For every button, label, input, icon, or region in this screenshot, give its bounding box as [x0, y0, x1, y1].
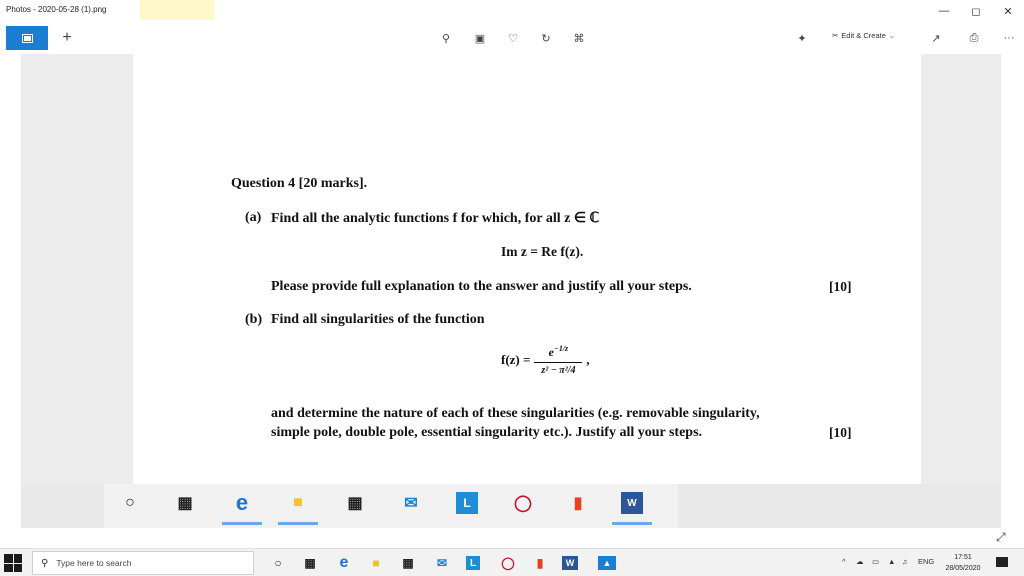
- windows-start-button[interactable]: [4, 554, 22, 572]
- edge-icon: e: [235, 490, 249, 515]
- part-b-line2: simple pole, double pole, essential singularity etc.). Justify all your steps.: [271, 425, 703, 440]
- file-explorer-icon: ■: [293, 494, 303, 511]
- zoom-icon[interactable]: ⚲: [441, 32, 451, 45]
- taskbar-search-box[interactable]: [32, 551, 254, 575]
- function-numerator: $e^{-1/z}$: [548, 344, 569, 359]
- search-placeholder: Type here to search: [56, 558, 132, 568]
- office-icon: ▮: [573, 495, 583, 512]
- favorite-icon[interactable]: ♡: [508, 32, 518, 45]
- window-title: Photos - 2020-05-28 (1).png: [6, 5, 107, 14]
- photo-icon: [23, 35, 32, 42]
- language-indicator[interactable]: ENG: [918, 557, 935, 566]
- tray-overflow-icon[interactable]: ^: [842, 557, 846, 566]
- office-icon[interactable]: ▮: [536, 556, 544, 570]
- mail-icon: ✉: [404, 495, 418, 512]
- word-active-indicator: [612, 522, 652, 525]
- more-icon[interactable]: ···: [1003, 32, 1015, 44]
- minimize-icon[interactable]: —: [938, 5, 950, 17]
- learn-app-icon[interactable]: L: [466, 556, 480, 570]
- task-view-icon: ▦: [177, 495, 193, 512]
- onedrive-icon[interactable]: ☁: [856, 557, 864, 566]
- cortana-icon: ○: [125, 494, 135, 511]
- os-taskbar: [0, 548, 1024, 576]
- delete-icon[interactable]: ▣: [474, 32, 486, 45]
- clock-time: 17:51: [954, 554, 972, 561]
- close-icon[interactable]: ✕: [1003, 5, 1013, 18]
- part-b-line1: and determine the nature of each of these singularities (e.g. removable singularity,: [271, 406, 760, 421]
- task-view-icon[interactable]: ▦: [304, 556, 316, 570]
- search-icon: ⚲: [41, 557, 49, 569]
- edge-icon[interactable]: e: [339, 554, 349, 571]
- edit-create-button[interactable]: [832, 31, 895, 40]
- store-icon[interactable]: ▦: [402, 556, 414, 570]
- word-icon[interactable]: W: [562, 556, 578, 570]
- function-lhs: f(z) =: [501, 352, 531, 367]
- part-a-equation: Im z = Re f(z).: [501, 244, 584, 259]
- share-icon[interactable]: ↗: [931, 32, 941, 45]
- file-explorer-icon[interactable]: ■: [372, 556, 380, 570]
- photos-app-icon[interactable]: ▲: [598, 556, 616, 570]
- function-equation: [501, 344, 590, 376]
- function-fraction: [534, 344, 582, 376]
- mcafee-icon[interactable]: ◯: [501, 556, 515, 570]
- part-a-marks: [10]: [829, 279, 852, 294]
- cortana-icon[interactable]: ○: [274, 556, 282, 570]
- crop-icon[interactable]: ⌘: [573, 32, 585, 45]
- question-title: Question 4 [20 marks].: [231, 176, 368, 191]
- battery-icon[interactable]: ▭: [872, 557, 880, 566]
- title-bar: [0, 0, 1024, 22]
- edge-active-indicator: [222, 522, 262, 525]
- system-clock[interactable]: [942, 552, 984, 574]
- edit-create-label: Edit & Create: [841, 31, 886, 40]
- document-image: [133, 54, 921, 484]
- function-tail: ,: [586, 352, 590, 367]
- notification-icon[interactable]: [996, 557, 1008, 567]
- title-bar-highlight: [140, 0, 214, 20]
- expand-icon[interactable]: ⤢: [996, 530, 1006, 544]
- image-viewer: [0, 54, 1024, 544]
- photos-toolbar: [0, 22, 1024, 54]
- part-b-text: Find all singularities of the function: [271, 312, 485, 327]
- network-icon[interactable]: ▲: [888, 557, 896, 566]
- part-a-text: Find all the analytic functions f for which, for all z ∈ ℂ: [271, 211, 600, 226]
- mcafee-icon: ◯: [514, 495, 532, 512]
- chevron-down-icon: ⌄: [888, 32, 895, 40]
- function-denominator: z² − π²/4: [541, 365, 576, 376]
- store-icon: ▦: [347, 495, 363, 512]
- part-b-marks: [10]: [829, 425, 852, 440]
- photo-library-button[interactable]: [6, 26, 48, 50]
- add-button[interactable]: +: [62, 29, 72, 46]
- learn-app-icon: L: [456, 492, 478, 514]
- image-taskbar-strip: [21, 484, 1001, 528]
- part-a-label: (a): [245, 210, 262, 225]
- clock-date: 28/05/2020: [945, 565, 981, 572]
- volume-icon[interactable]: ♫: [902, 557, 908, 566]
- explorer-active-indicator: [278, 522, 318, 525]
- edit-create-icon: ✂: [832, 31, 839, 40]
- part-b-label: (b): [245, 312, 263, 327]
- mail-icon[interactable]: ✉: [436, 556, 448, 570]
- word-icon: W: [621, 492, 643, 514]
- enhance-icon[interactable]: ✦: [797, 32, 807, 45]
- rotate-icon[interactable]: ↻: [541, 32, 551, 45]
- part-a-instruction: Please provide full explanation to the answer and justify all your steps.: [271, 279, 692, 294]
- restore-icon[interactable]: ◻: [971, 5, 981, 18]
- print-icon[interactable]: ⎙: [969, 31, 979, 44]
